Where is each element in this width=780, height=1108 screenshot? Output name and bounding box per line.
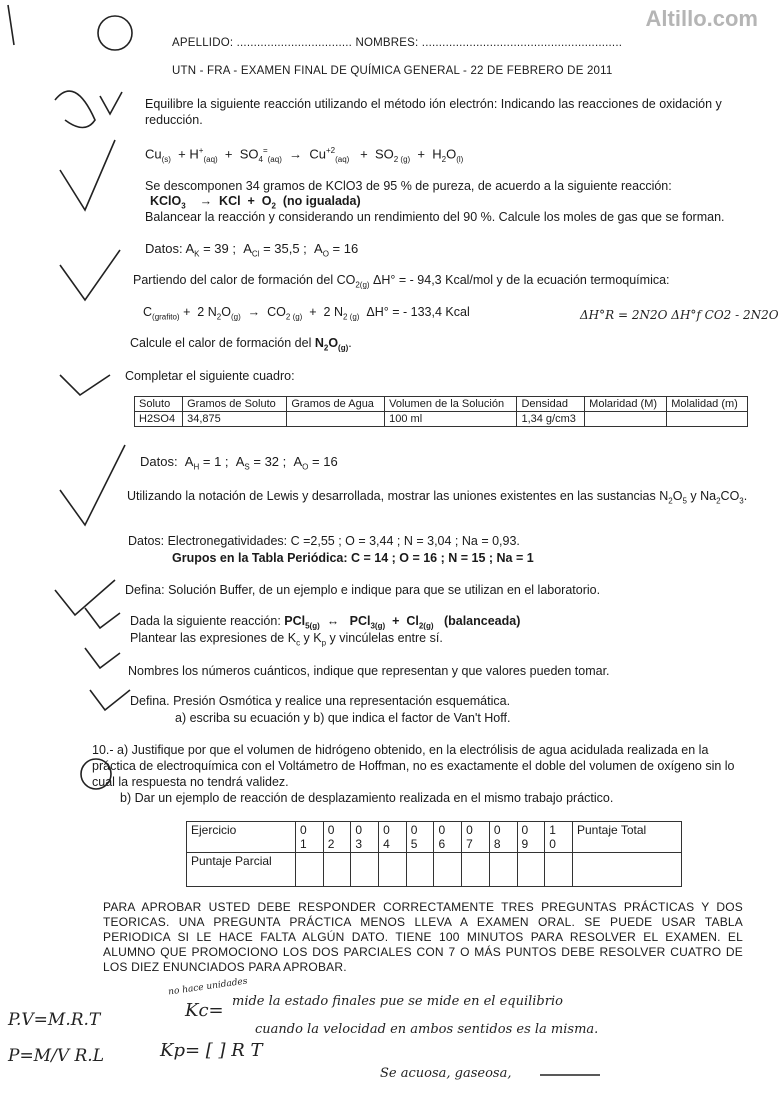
- score-col: 0 3: [351, 822, 379, 853]
- question-10-b: b) Dar un ejemplo de reacción de desplazamiento realizada en el mismo trabajo práctico.: [120, 791, 614, 805]
- question-4-text: Completar el siguiente cuadro:: [125, 369, 295, 383]
- question-9-sub: a) escriba su ecuación y b) que indica el factor de Van't Hoff.: [175, 711, 511, 725]
- table-header: Densidad: [517, 397, 585, 412]
- question-8-text: Nombres los números cuánticos, indique que representan y que valores pueden tomar.: [128, 664, 610, 678]
- table-header: Molaridad (M): [585, 397, 667, 412]
- score-col: 0 9: [517, 822, 545, 853]
- score-label: Puntaje Parcial: [187, 853, 296, 887]
- question-10-a: a) Justifique por que el volumen de hidrógeno obtenido, en la electrólisis de agua acidulada realizada en la práctica de electroquímica con el Voltámetro de Hoffman, no es exactamente el doble del volumen de oxígeno sin lo cual la respuesta no tendrá validez.: [92, 743, 735, 789]
- score-label: Ejercicio: [187, 822, 296, 853]
- score-col: 0 7: [462, 822, 490, 853]
- handwriting-note: P=M/V R.L: [8, 1046, 104, 1066]
- score-col: 1 0: [545, 822, 573, 853]
- question-3-equation: $C_{(grafito)} + 2$ $N_2O_{(g)} \to CO_{2 (g)} + 2$ $N_{2 (g)}$ ΔH° = - 133,4 Kcal: [143, 305, 470, 322]
- table-header: Molalidad (m): [667, 397, 748, 412]
- question-2-intro: Se descomponen 34 gramos de KClO3 de 95 % de pureza, de acuerdo a la siguiente reacción:: [145, 179, 672, 193]
- question-2-data: Datos: $A_K = 39$ ; $A_{Cl} = 35,5$ ; $A_O = 16$: [145, 241, 359, 259]
- question-7-text-2: Plantear las expresiones de $K_c$ y $K_p$ y vincúlelas entre sí.: [130, 631, 443, 648]
- score-col: 0 5: [406, 822, 434, 853]
- student-name-line: APELLIDO: .................................. NOMBRES: ...........................................................: [172, 37, 623, 49]
- question-2-text: Balancear la reacción y considerando un rendimiento del 90 %. Calcule los moles de gas que se forman.: [145, 210, 725, 224]
- question-6-text: Defina: Solución Buffer, de un ejemplo e indique para que se utilizan en el laboratorio.: [125, 583, 601, 597]
- question-1-text: Equilibre la siguiente reacción utilizando el método ión electrón: Indicando las reacciones de oxidación y reducción.: [145, 97, 722, 127]
- score-col: 0 8: [489, 822, 517, 853]
- table-header: Volumen de la Solución: [385, 397, 517, 412]
- question-7-text: Dada la siguiente reacción: PCl$_{5(g)}$ ↔ $PCl_{3(g)} + Cl_{2(g)}$ (balanceada): [130, 614, 521, 631]
- table-header: Gramos de Soluto: [183, 397, 287, 412]
- score-total-label: Puntaje Total: [573, 822, 682, 853]
- solution-table: [134, 396, 748, 427]
- question-2-reaction: KClO$_3$ → KCl + $O_2$ (no igualada): [150, 194, 361, 211]
- question-5-data-1: Datos: Electronegatividades: C =2,55 ; O = 3,44 ; N = 3,04 ; Na = 0,93.: [128, 534, 520, 548]
- question-3-text: Partiendo del calor de formación del $CO_{2(g)}$ ΔH° = - 94,3 Kcal/mol y de la ecuación termoquímica:: [133, 273, 670, 290]
- table-cell: H2SO4: [135, 412, 183, 427]
- score-col: 0 2: [323, 822, 351, 853]
- question-9-text: Defina. Presión Osmótica y realice una representación esquemática.: [130, 694, 511, 708]
- question-1-equation: $Cu_{(s)} + H^+_{(aq)} + SO_4^=_{(aq)} \to Cu^{+2}_{(aq)} + SO_{2 (g)} + H_2O_{(l)}$: [145, 146, 464, 164]
- question-4-data: Datos: $A_H = 1$ ; $A_S = 32$ ; $A_O = 16$: [140, 454, 338, 472]
- question-1: [145, 96, 750, 128]
- handwriting-note: cuando la velocidad en ambos sentidos es la misma.: [255, 1022, 599, 1037]
- question-10-number: 10.-: [92, 743, 114, 757]
- score-col: 0 6: [434, 822, 462, 853]
- exam-title: UTN - FRA - EXAMEN FINAL DE QUÍMICA GENERAL - 22 DE FEBRERO DE 2011: [172, 65, 613, 77]
- question-5-data-2: Grupos en la Tabla Periódica: C = 14 ; O = 16 ; N = 15 ; Na = 1: [172, 551, 534, 565]
- score-col: 0 4: [379, 822, 407, 853]
- handwriting-note: mide la estado finales pue se mide en el equilibrio: [232, 994, 563, 1009]
- handwriting-note: Se acuosa, gaseosa,: [380, 1066, 512, 1081]
- question-3-ask: Calcule el calor de formación del $N_2O_{(g)}$.: [130, 336, 352, 353]
- question-5-text: Utilizando la notación de Lewis y desarrollada, mostrar las uniones existentes en las sustancias $N_2O_5$ y $Na_2CO_3$.: [127, 489, 748, 506]
- handwriting-note: ΔH°R = 2N2O ΔH°f CO2 - 2N2O: [580, 308, 779, 322]
- handwriting-note: Kc=: [185, 1000, 224, 1021]
- watermark-logo: Altillo.com: [645, 6, 758, 31]
- table-cell: [287, 412, 385, 427]
- handwriting-note: Kp= [ ] R T: [160, 1040, 263, 1061]
- table-cell: 34,875: [183, 412, 287, 427]
- table-cell: [667, 412, 748, 427]
- score-table: [186, 821, 682, 887]
- table-header: Gramos de Agua: [287, 397, 385, 412]
- score-col: 0 1: [296, 822, 324, 853]
- table-cell: [585, 412, 667, 427]
- handwriting-note: no hace unidades: [167, 976, 249, 998]
- table-header: Soluto: [135, 397, 183, 412]
- table-cell: 100 ml: [385, 412, 517, 427]
- approval-notice: PARA APROBAR USTED DEBE RESPONDER CORRECTAMENTE TRES PREGUNTAS PRÁCTICAS Y DOS TEORICAS. UNA PREGUNTA PRÁCTICA MENOS LLEVA A EXAMEN ORAL. SE PUEDE USAR TABLA PERIODICA SI LE HACE FALTA ALGÚN DATO. TIENE 100 MINUTOS PARA RESOLVER EL EXAMEN. EL ALUMNO QUE PROMOCIONO LOS DOS PARCIALES CON 7 O MÁS PUNTOS DEBE RESOLVER CUATRO DE LOS DIEZ ENUNCIADOS PARA APROBAR.: [103, 900, 743, 974]
- table-cell: 1,34 g/cm3: [517, 412, 585, 427]
- question-10: [92, 742, 752, 790]
- handwriting-note: P.V=M.R.T: [8, 1010, 101, 1030]
